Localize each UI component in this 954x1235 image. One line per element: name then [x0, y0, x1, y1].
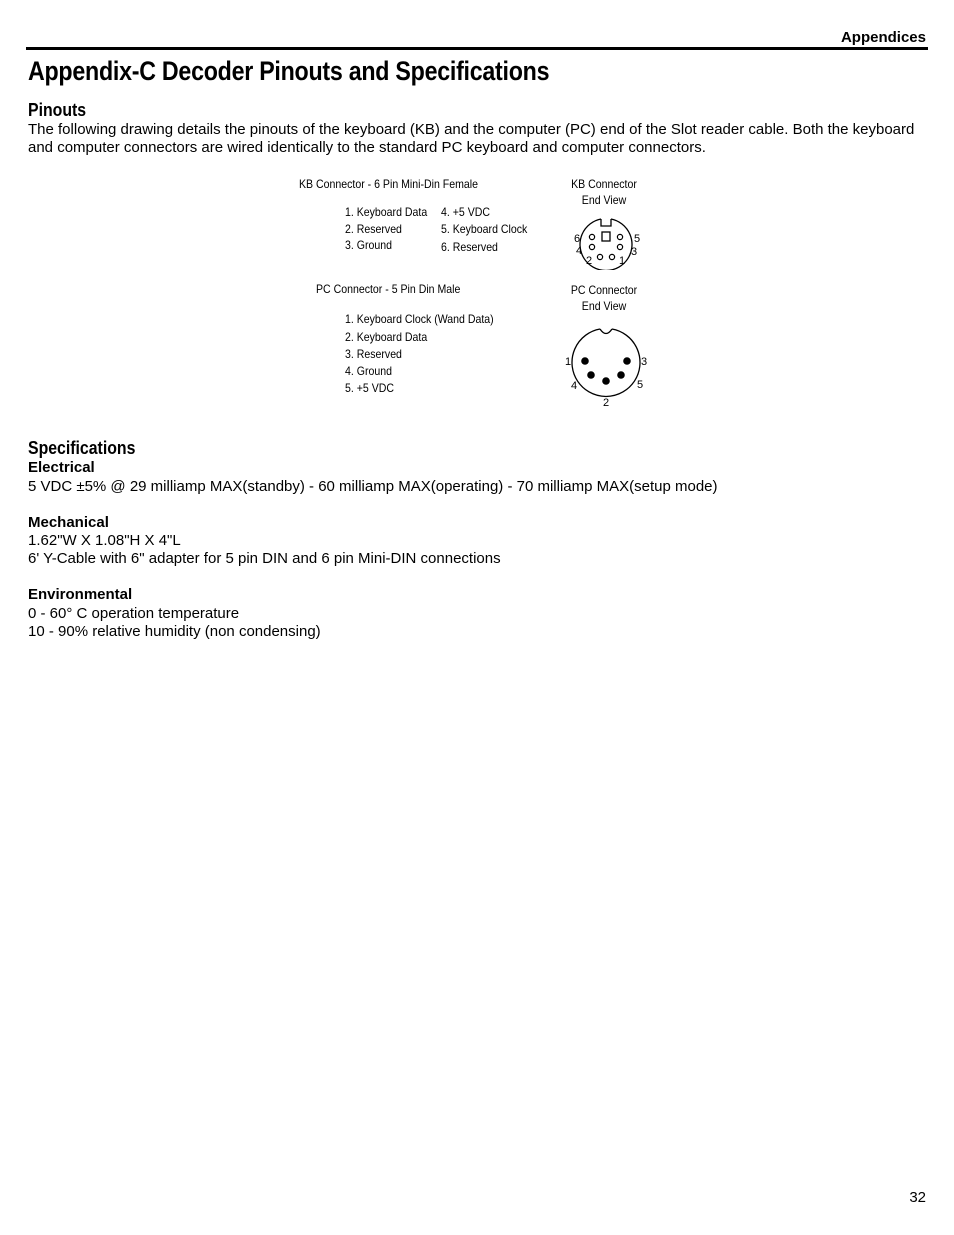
- environmental-temperature: 0 - 60° C operation temperature: [28, 605, 240, 622]
- mechanical-cable: 6' Y-Cable with 6" adapter for 5 pin DIN and 6 pin Mini-DIN connections: [28, 550, 501, 567]
- kb-pin-number-3: 3: [631, 246, 638, 258]
- pc-pin-number-1: 1: [565, 356, 572, 368]
- pc-end-view-line2: End View: [581, 299, 627, 313]
- header-rule: [26, 47, 928, 50]
- kb-pin-number-1: 1: [619, 255, 626, 267]
- kb-pin-1: 1. Keyboard Data: [345, 205, 428, 219]
- kb-pin-number-2: 2: [586, 255, 593, 267]
- kb-end-view-label: [560, 176, 648, 208]
- pc-connector-title: PC Connector - 5 Pin Din Male: [316, 282, 461, 296]
- pc-din-diagram: [560, 320, 652, 412]
- specifications-heading: Specifications: [28, 438, 136, 458]
- electrical-heading: Electrical: [28, 459, 95, 476]
- pinouts-intro: The following drawing details the pinouts of the keyboard (KB) and the computer (PC) end of the Slot reader cable. Both the keyboard and computer connectors are wired identically to the standard PC keyboard and computer connectors.: [28, 121, 915, 156]
- kb-pin-number-5: 5: [634, 233, 641, 245]
- pc-pin-number-3: 3: [641, 356, 648, 368]
- kb-pin-number-4: 4: [576, 245, 583, 257]
- kb-pin-4: 4. +5 VDC: [441, 205, 491, 219]
- kb-pin-3: 3. Ground: [345, 238, 392, 252]
- page-title: Appendix-C Decoder Pinouts and Specifications: [28, 56, 550, 86]
- pc-pin-2: 2. Keyboard Data: [345, 330, 428, 344]
- kb-mini-din-diagram: [566, 210, 646, 270]
- mechanical-heading: Mechanical: [28, 514, 109, 531]
- electrical-spec: 5 VDC ±5% @ 29 milliamp MAX(standby) - 60 milliamp MAX(operating) - 70 milliamp MAX(setup mode): [28, 478, 718, 495]
- pc-pin-4: 4. Ground: [345, 364, 392, 378]
- pc-end-view-label: [560, 282, 648, 314]
- kb-end-view-line2: End View: [581, 193, 627, 207]
- environmental-heading: Environmental: [28, 586, 133, 603]
- kb-pin-5: 5. Keyboard Clock: [441, 222, 528, 236]
- kb-pin-number-6: 6: [574, 233, 581, 245]
- pc-pin-number-4: 4: [571, 380, 578, 392]
- kb-end-view-line1: KB Connector: [571, 177, 637, 191]
- pc-pin-3: 3. Reserved: [345, 347, 402, 361]
- environmental-humidity: 10 - 90% relative humidity (non condensing): [28, 623, 321, 640]
- kb-pin-2: 2. Reserved: [345, 222, 402, 236]
- pc-pin-number-5: 5: [637, 379, 644, 391]
- pc-pin-5: 5. +5 VDC: [345, 381, 395, 395]
- pc-pin-1: 1. Keyboard Clock (Wand Data): [345, 312, 494, 326]
- pc-pin-number-2: 2: [603, 397, 610, 409]
- pinouts-heading: Pinouts: [28, 100, 87, 120]
- kb-pin-6: 6. Reserved: [441, 240, 498, 254]
- mechanical-dimensions: 1.62"W X 1.08"H X 4"L: [28, 532, 181, 549]
- running-header: Appendices: [840, 29, 926, 46]
- page-number: 32: [909, 1189, 926, 1206]
- pc-end-view-line1: PC Connector: [570, 283, 638, 297]
- kb-connector-title: KB Connector - 6 Pin Mini-Din Female: [299, 177, 479, 191]
